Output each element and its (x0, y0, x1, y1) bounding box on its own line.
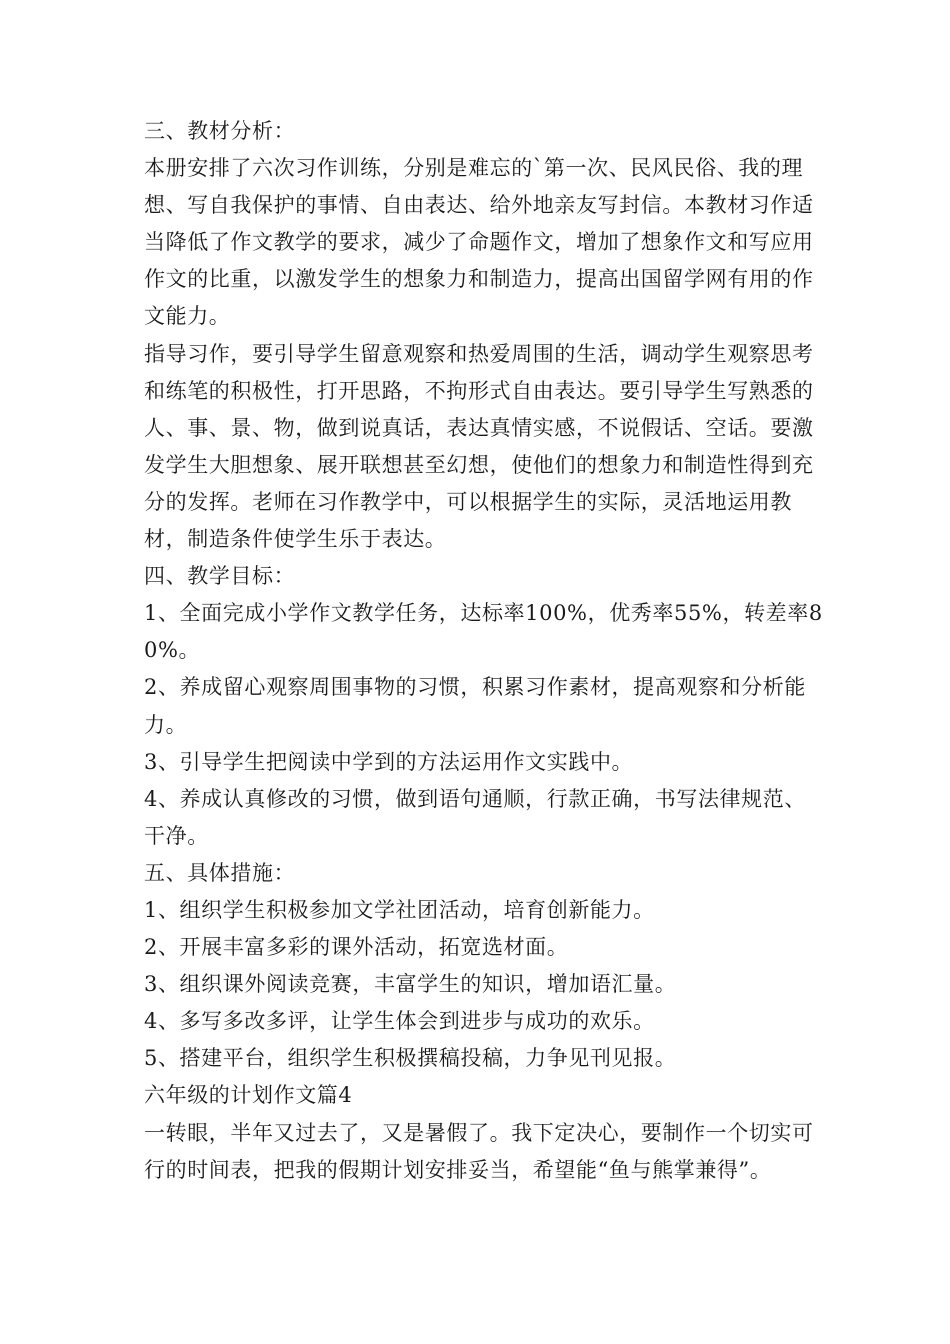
goal-item-2: 2、养成留心观察周围事物的习惯，积累习作素材，提高观察和分析能力。 (144, 675, 806, 737)
measure-item-5: 5、搭建平台，组织学生积极撰稿投稿，力争见刊见报。 (144, 1046, 677, 1071)
section-heading-4: 四、教学目标： (144, 564, 296, 589)
goal-item-1: 1、全面完成小学作文教学任务，达标率100%，优秀率55%，转差率80%。 (144, 601, 823, 663)
document-page (144, 113, 824, 1189)
section-heading-3: 三、教材分析： (144, 119, 296, 143)
paragraph-textbook-analysis: 本册安排了六次习作训练，分别是难忘的`第一次、民风民俗、我的理想、写自我保护的事情、自由表达、给外地亲友写封信。本教材习作适当降低了作文教学的要求，减少了命题作文，增加了想象作文和写应用作文的比重，以激发学生的想象力和制造力，提高出国留学网有用的作文能力。 (144, 156, 814, 329)
paragraph-summer-plan: 一转眼，半年又过去了，又是暑假了。我下定决心，要制作一个切实可行的时间表，把我的假期计划安排妥当，希望能“鱼与熊掌兼得”。 (144, 1120, 814, 1182)
measure-item-1: 1、组织学生积极参加文学社团活动，培育创新能力。 (144, 897, 655, 922)
article-title-4: 六年级的计划作文篇4 (144, 1083, 353, 1108)
measure-item-4: 4、多写多改多评，让学生体会到进步与成功的欢乐。 (144, 1009, 655, 1034)
paragraph-guidance: 指导习作，要引导学生留意观察和热爱周围的生活，调动学生观察思考和练笔的积极性，打开思路，不拘形式自由表达。要引导学生写熟悉的人、事、景、物，做到说真话，表达真情实感，不说假话、空话。要激发学生大胆想象、展开联想甚至幻想，使他们的想象力和制造性得到充分的发挥。老师在习作教学中，可以根据学生的实际，灵活地运用教材，制造条件使学生乐于表达。 (144, 341, 814, 552)
measure-item-2: 2、开展丰富多彩的课外活动，拓宽选材面。 (144, 935, 569, 960)
goal-item-4: 4、养成认真修改的习惯，做到语句通顺，行款正确，书写法律规范、干净。 (144, 786, 806, 848)
goal-item-3: 3、引导学生把阅读中学到的方法运用作文实践中。 (144, 749, 634, 774)
measure-item-3: 3、组织课外阅读竞赛，丰富学生的知识，增加语汇量。 (144, 972, 677, 997)
section-heading-5: 五、具体措施： (144, 860, 296, 885)
